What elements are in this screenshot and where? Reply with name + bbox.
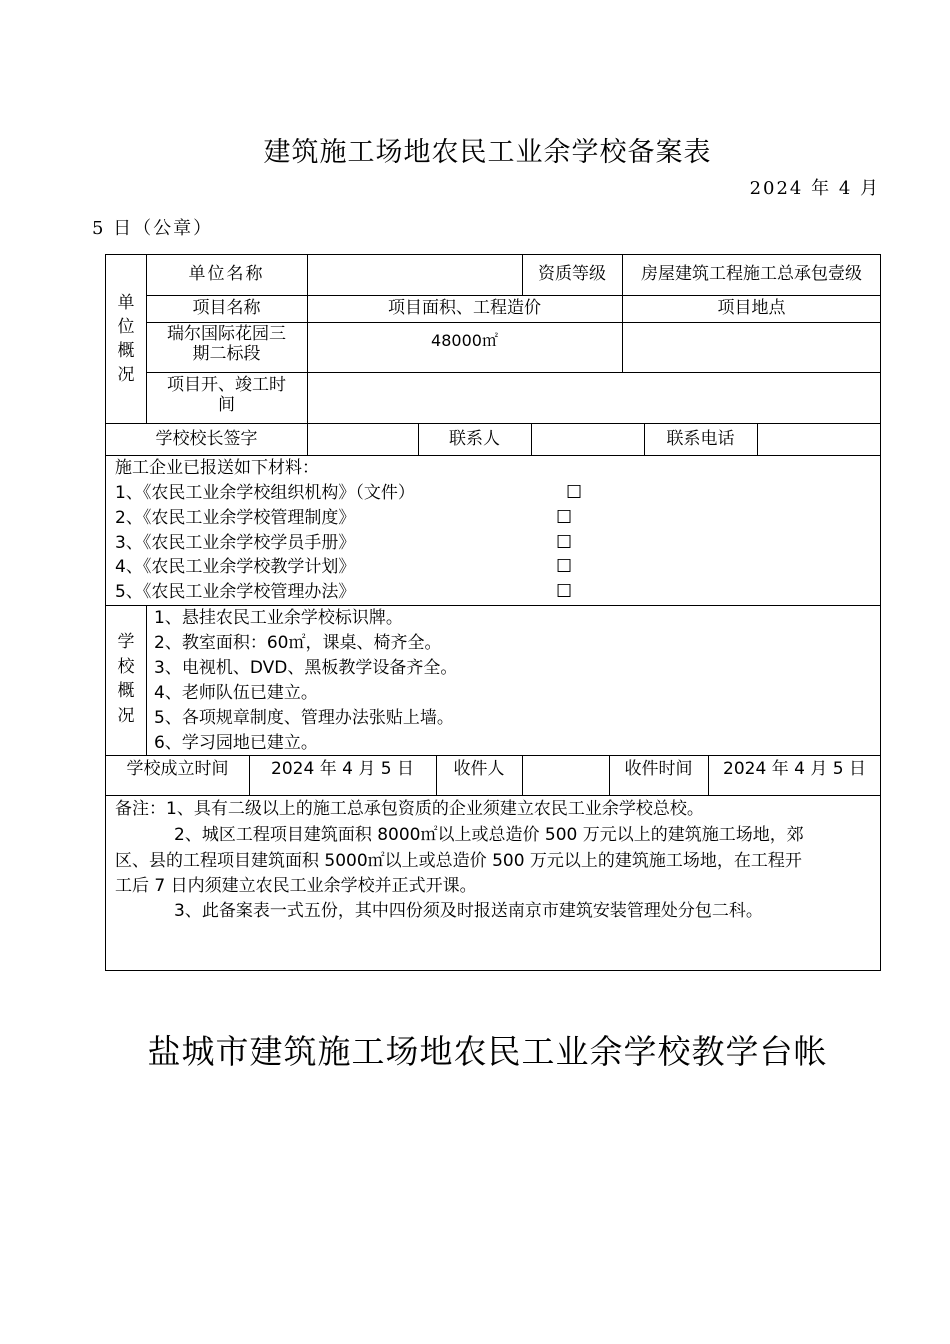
period-label: 项目开、竣工时 间: [167, 375, 286, 416]
document-title: 建筑施工场地农民工业余学校备案表: [263, 137, 712, 168]
area-cost-label: 项目面积、工程造价: [388, 298, 541, 318]
note-line: 3、此备案表一式五份，其中四份须及时报送南京市建筑安装管理处分包二科。: [174, 901, 763, 921]
school-item: 2、教室面积：60㎡，课桌、椅齐全。: [154, 633, 442, 653]
location-label: 项目地点: [717, 298, 786, 318]
qualification-label: 资质等级: [538, 264, 606, 284]
material-item: 1、《农民工业余学校组织机构》（文件）: [115, 483, 415, 503]
project-name-label: 项目名称: [192, 298, 261, 318]
founding-time-label: 学校成立时间: [126, 759, 229, 779]
note-line: 备注：1、具有二级以上的施工总承包资质的企业须建立农民工业余学校总校。: [115, 799, 704, 819]
material-item: 5、《农民工业余学校管理办法》: [115, 582, 356, 602]
founding-time-value: 2024 年 4 月 5 日: [271, 759, 414, 779]
area-value: 48000㎡: [431, 331, 498, 350]
receive-time-label: 收件时间: [624, 759, 693, 779]
note-line: 区、县的工程项目建筑面积 5000㎡以上或总造价 500 万元以上的建筑施工场地，在工程开: [115, 851, 802, 871]
material-item: 4、《农民工业余学校教学计划》: [115, 557, 356, 577]
note-line: 2、城区工程项目建筑面积 8000㎡以上或总造价 500 万元以上的建筑施工场地，郊: [174, 825, 804, 845]
project-name-value: 瑞尔国际花园三 期二标段: [167, 324, 286, 365]
unit-name-label: 单位名称: [188, 264, 265, 284]
materials-heading: 施工企业已报送如下材料：: [115, 458, 319, 478]
ledger-title: 盐城市建筑施工场地农民工业余学校教学台帐: [147, 1032, 828, 1071]
school-item: 6、学习园地已建立。: [154, 733, 318, 753]
school-item: 3、电视机、DVD、黑板教学设备齐全。: [154, 658, 458, 678]
school-item: 5、各项规章制度、管理办法张贴上墙。: [154, 708, 454, 728]
date-line-1: 2024 年 4 月: [749, 178, 880, 199]
qualification-value: 房屋建筑工程施工总承包壹级: [641, 264, 862, 284]
material-checkbox[interactable]: ☐: [556, 507, 573, 528]
note-line: 工后 7 日内须建立农民工业余学校并正式开课。: [115, 876, 477, 896]
contact-person-label: 联系人: [449, 429, 500, 449]
school-item: 4、老师队伍已建立。: [154, 683, 318, 703]
unit-section-label: 单 位 概 况: [117, 293, 135, 386]
material-item: 3、《农民工业余学校学员手册》: [115, 533, 356, 553]
receive-time-value: 2024 年 4 月 5 日: [723, 759, 866, 779]
school-section-label: 学 校 概 况: [117, 632, 135, 726]
material-checkbox[interactable]: ☐: [556, 532, 573, 553]
principal-signature-label: 学校校长签字: [155, 429, 258, 449]
school-item: 1、悬挂农民工业余学校标识牌。: [154, 608, 403, 628]
material-item: 2、《农民工业余学校管理制度》: [115, 508, 356, 528]
date-line-2: 5 日（公章）: [92, 218, 214, 239]
contact-phone-label: 联系电话: [666, 429, 735, 449]
material-checkbox[interactable]: ☐: [556, 581, 573, 602]
material-checkbox[interactable]: ☐: [566, 482, 583, 503]
filing-table: [105, 254, 881, 971]
material-checkbox[interactable]: ☐: [556, 556, 573, 577]
receiver-label: 收件人: [453, 759, 505, 779]
